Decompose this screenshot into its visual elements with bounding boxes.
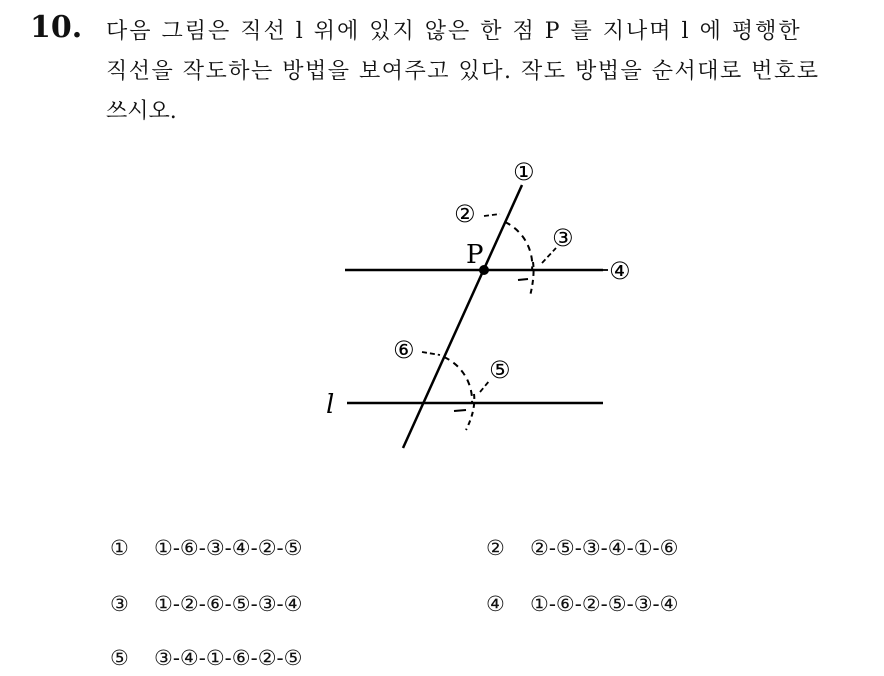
choice-2[interactable] (486, 536, 678, 560)
choice-4-number: ④ (486, 592, 505, 616)
question-line-2: 직선을 작도하는 방법을 보여주고 있다. 작도 방법을 순서대로 번호로 (106, 59, 820, 84)
choice-5-text: ③-④-①-⑥-②-⑤ (154, 646, 303, 670)
point-p-label: P (466, 240, 484, 270)
choice-1-number: ① (110, 536, 129, 560)
choice-4[interactable] (486, 592, 678, 616)
choice-5-number: ⑤ (110, 646, 129, 670)
step-label-5: ⑤ (489, 356, 511, 384)
question-number: 10. (30, 10, 83, 45)
leader-2 (484, 214, 500, 216)
choice-5[interactable] (110, 646, 302, 670)
line-l-label: l (326, 390, 335, 420)
choice-2-text: ②-⑤-③-④-①-⑥ (530, 536, 679, 560)
arc-lower-cross (466, 394, 474, 430)
step-label-3: ③ (552, 224, 574, 252)
choice-3[interactable] (110, 592, 302, 616)
leader-6 (422, 352, 440, 355)
choice-2-number: ② (486, 536, 505, 560)
arc-lower (444, 357, 472, 403)
question-line-3: 쓰시오. (106, 99, 177, 124)
choice-3-text: ①-②-⑥-⑤-③-④ (154, 592, 303, 616)
step-label-1: ① (513, 158, 535, 186)
choice-4-text: ①-⑥-②-⑤-③-④ (530, 592, 679, 616)
step-label-2: ② (454, 200, 476, 228)
choice-1-text: ①-⑥-③-④-②-⑤ (154, 536, 303, 560)
step-label-6: ⑥ (393, 336, 415, 364)
question-line-1: 다음 그림은 직선 l 위에 있지 않은 한 점 P 를 지나며 l 에 평행한 (106, 19, 802, 44)
arc-lower-tick (454, 410, 466, 411)
choice-1[interactable] (110, 536, 302, 560)
arc-upper (505, 222, 532, 270)
choice-3-number: ③ (110, 592, 129, 616)
arc-upper-tick (518, 279, 528, 280)
step-label-4: ④ (609, 257, 631, 285)
